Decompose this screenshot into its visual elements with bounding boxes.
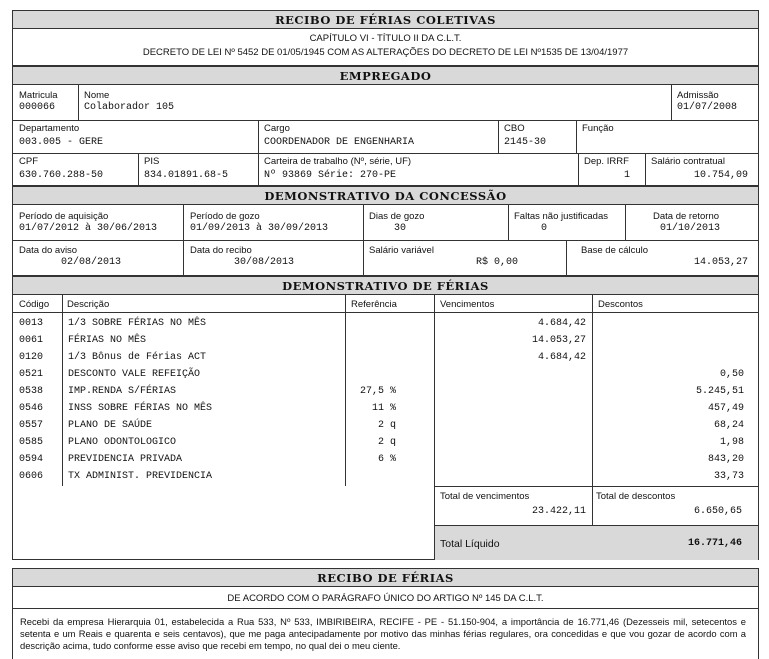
- cbo-value: 2145-30: [504, 137, 547, 148]
- col-descricao: Descrição: [67, 299, 110, 310]
- divider: [434, 486, 759, 487]
- row-referencia: 11 %: [371, 403, 396, 414]
- dep-irrf-label: Dep. IRRF: [584, 156, 629, 167]
- header-line2: DECRETO DE LEI Nº 5452 DE 01/05/1945 COM AS ALTERAÇÕES DO DECRETO DE LEI Nº1535 DE 13/04/1977: [142, 47, 629, 58]
- divider: [498, 120, 499, 153]
- pis-label: PIS: [144, 156, 160, 167]
- row-desconto: 843,20: [707, 454, 744, 465]
- row-desconto: 33,73: [713, 471, 744, 482]
- divider: [78, 85, 79, 120]
- row-codigo: 0557: [19, 420, 44, 431]
- salario-value: 10.754,09: [693, 170, 748, 181]
- pis-value: 834.01891.68-5: [144, 170, 229, 181]
- total-descontos-label: Total de descontos: [596, 491, 676, 502]
- divider: [434, 295, 435, 560]
- salario-label: Salário contratual: [651, 156, 725, 167]
- cbo-label: CBO: [504, 123, 525, 134]
- gozo-label: Período de gozo: [190, 211, 260, 222]
- nome-value: Colaborador 105: [84, 102, 175, 113]
- row-codigo: 0061: [19, 335, 44, 346]
- header-line1: CAPÍTULO VI - TÍTULO II DA C.L.T.: [309, 33, 462, 44]
- total-vencimentos-value: 23.422,11: [531, 506, 586, 517]
- total-liquido-label: Total Líquido: [440, 538, 500, 550]
- row-referencia: 2 q: [377, 420, 396, 431]
- row-descricao: 1/3 SOBRE FÉRIAS NO MÊS: [68, 318, 207, 329]
- divider: [578, 153, 579, 186]
- row-codigo: 0594: [19, 454, 44, 465]
- matricula-label: Matricula: [19, 90, 58, 101]
- row-descricao: PREVIDENCIA PRIVADA: [68, 454, 183, 465]
- row-codigo: 0606: [19, 471, 44, 482]
- col-descontos: Descontos: [598, 299, 643, 310]
- concession-section-title: DEMONSTRATIVO DA CONCESSÃO: [12, 186, 759, 205]
- total-vencimentos-label: Total de vencimentos: [440, 491, 530, 502]
- row-descricao: PLANO ODONTOLOGICO: [68, 437, 177, 448]
- cargo-value: COORDENADOR DE ENGENHARIA: [264, 137, 415, 148]
- total-liquido-value: 16.771,46: [687, 538, 742, 549]
- divider: [258, 120, 259, 186]
- divider: [62, 295, 63, 486]
- row-codigo: 0546: [19, 403, 44, 414]
- row-desconto: 1,98: [719, 437, 744, 448]
- divider: [576, 120, 577, 153]
- col-codigo: Código: [19, 299, 50, 310]
- divider: [12, 608, 759, 609]
- row-descricao: DESCONTO VALE REFEIÇÃO: [68, 369, 201, 380]
- receipt-subtitle: DE ACORDO COM O PARÁGRAFO ÚNICO DO ARTIGO Nº 145 DA C.L.T.: [227, 593, 544, 604]
- col-referencia: Referência: [351, 299, 397, 310]
- cpf-label: CPF: [19, 156, 38, 167]
- row-vencimento: 4.684,42: [537, 318, 586, 329]
- row-vencimento: 14.053,27: [531, 335, 586, 346]
- recibo-value: 30/08/2013: [234, 257, 295, 268]
- admissao-value: 01/07/2008: [677, 102, 738, 113]
- row-referencia: 2 q: [377, 437, 396, 448]
- dias-value: 30: [394, 223, 407, 234]
- admissao-label: Admissão: [677, 90, 719, 101]
- row-referencia: 6 %: [377, 454, 396, 465]
- divider: [12, 120, 759, 121]
- departamento-value: 003.005 - GERE: [19, 137, 104, 148]
- divider: [671, 85, 672, 120]
- divider: [566, 240, 567, 276]
- variavel-value: R$ 0,00: [476, 257, 519, 268]
- divider: [363, 205, 364, 276]
- departamento-label: Departamento: [19, 123, 80, 134]
- col-vencimentos: Vencimentos: [440, 299, 495, 310]
- row-desconto: 0,50: [719, 369, 744, 380]
- carteira-value: Nº 93869 Série: 270-PE: [264, 170, 397, 181]
- funcao-label: Função: [582, 123, 614, 134]
- row-desconto: 457,49: [707, 403, 744, 414]
- nome-label: Nome: [84, 90, 110, 101]
- aviso-label: Data do aviso: [19, 245, 78, 256]
- retorno-label: Data de retorno: [653, 211, 720, 222]
- row-descricao: TX ADMINIST. PREVIDENCIA: [68, 471, 213, 482]
- dias-label: Dias de gozo: [369, 211, 425, 222]
- aviso-value: 02/08/2013: [61, 257, 122, 268]
- row-descricao: FÉRIAS NO MÊS: [68, 335, 147, 346]
- carteira-label: Carteira de trabalho (Nº, série, UF): [264, 156, 412, 167]
- base-label: Base de cálculo: [581, 245, 649, 256]
- receipt-title: RECIBO DE FÉRIAS COLETIVAS: [12, 10, 759, 29]
- row-codigo: 0120: [19, 352, 44, 363]
- receipt-section-title: RECIBO DE FÉRIAS: [12, 568, 759, 587]
- gozo-value: 01/09/2013 à 30/09/2013: [190, 223, 329, 234]
- receipt-text: Recebi da empresa Hierarquia 01, estabelecida a Rua 533, Nº 533, IMBIRIBEIRA, RECIFE - PE - 51.150-904, a importância de 16.771,46 (Dezesseis mil, setecentos e setenta e um Reais e quarenta e seis centavos), que me paga antecipadamente por motivo das minhas férias regulares, ora concedidas e que vou gozar de acordo com a descrição acima, tudo conforme esse aviso que recebi em tempo, no qual dei o meu ciente.: [20, 616, 746, 651]
- divider: [508, 205, 509, 240]
- employee-section-title: EMPREGADO: [12, 66, 759, 85]
- base-value: 14.053,27: [693, 257, 748, 268]
- row-descricao: INSS SOBRE FÉRIAS NO MÊS: [68, 403, 213, 414]
- divider: [138, 153, 139, 186]
- divider: [183, 205, 184, 276]
- cpf-value: 630.760.288-50: [19, 170, 104, 181]
- divider: [625, 205, 626, 240]
- dep-irrf-value: 1: [623, 170, 630, 181]
- row-codigo: 0013: [19, 318, 44, 329]
- row-referencia: 27,5 %: [359, 386, 396, 397]
- aquisicao-value: 01/07/2012 à 30/06/2013: [19, 223, 158, 234]
- row-desconto: 5.245,51: [695, 386, 744, 397]
- matricula-value: 000066: [19, 102, 56, 113]
- vacation-section-title: DEMONSTRATIVO DE FÉRIAS: [12, 276, 759, 295]
- row-codigo: 0521: [19, 369, 44, 380]
- faltas-label: Faltas não justificadas: [514, 211, 608, 222]
- faltas-value: 0: [541, 223, 548, 234]
- recibo-label: Data do recibo: [190, 245, 252, 256]
- divider: [345, 295, 346, 486]
- aquisicao-label: Período de aquisição: [19, 211, 109, 222]
- divider: [12, 153, 759, 154]
- row-codigo: 0585: [19, 437, 44, 448]
- row-descricao: IMP.RENDA S/FÉRIAS: [68, 386, 177, 397]
- divider: [592, 295, 593, 525]
- variavel-label: Salário variável: [369, 245, 434, 256]
- retorno-value: 01/10/2013: [660, 223, 721, 234]
- divider: [645, 153, 646, 186]
- row-codigo: 0538: [19, 386, 44, 397]
- divider: [12, 240, 759, 241]
- cargo-label: Cargo: [264, 123, 290, 134]
- row-vencimento: 4.684,42: [537, 352, 586, 363]
- row-descricao: PLANO DE SAÚDE: [68, 420, 153, 431]
- total-descontos-value: 6.650,65: [693, 506, 742, 517]
- row-desconto: 68,24: [713, 420, 744, 431]
- divider: [12, 312, 759, 313]
- row-descricao: 1/3 Bônus de Férias ACT: [68, 352, 207, 363]
